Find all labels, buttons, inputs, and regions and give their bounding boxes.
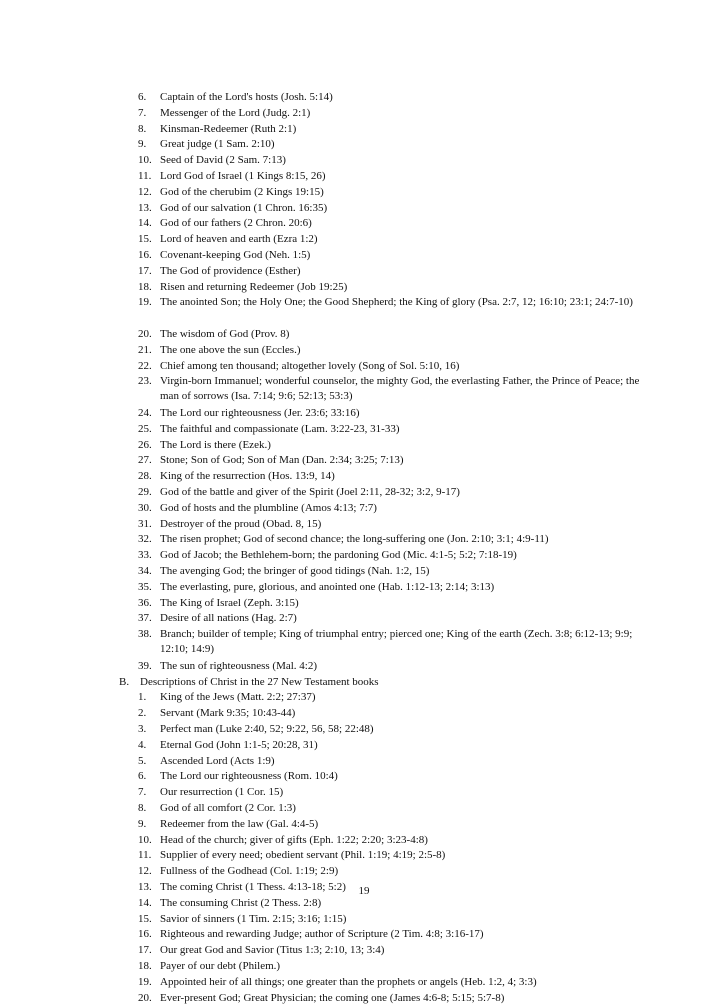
item-text: Virgin-born Immanuel; wonderful counselor, the mighty God, the everlasting Father, the Prince of Peace; the man of sorrows (Isa. 7:14; 9:6; 52:13; 53:3) [160, 375, 640, 402]
item-text: The coming Christ (1 Thess. 4:13-18; 5:2) [160, 881, 346, 893]
item-number: 35. [138, 581, 152, 593]
item-number: 14. [138, 217, 152, 229]
item-text: The anointed Son; the Holy One; the Good Shepherd; the King of glory (Psa. 2:7, 12; 16:10; 23:1; 24:7-10) [160, 296, 633, 308]
item-text: King of the Jews (Matt. 2:2; 27:37) [160, 691, 316, 703]
item-number: 27. [138, 454, 152, 466]
item-text: Branch; builder of temple; King of triumphal entry; pierced one; King of the earth (Zech. 3:8; 6:12-13; 9:9; 12:10; 14:9) [160, 628, 633, 655]
item-number: 36. [138, 597, 152, 609]
item-number: 32. [138, 533, 152, 545]
item-number: 1. [138, 691, 147, 703]
item-number: 24. [138, 407, 152, 419]
item-text: The God of providence (Esther) [160, 265, 301, 277]
item-number: 31. [138, 518, 152, 530]
item-number: 28. [138, 470, 152, 482]
item-text: Fullness of the Godhead (Col. 1:19; 2:9) [160, 865, 339, 877]
item-text: Risen and returning Redeemer (Job 19:25) [160, 281, 348, 293]
item-number: 34. [138, 565, 152, 577]
item-number: 30. [138, 502, 152, 514]
item-text: God of the cherubim (2 Kings 19:15) [160, 186, 324, 198]
item-number: 19. [138, 976, 152, 988]
item-number: 2. [138, 707, 147, 719]
item-text: The Lord our righteousness (Rom. 10:4) [160, 770, 338, 782]
item-text: God of the battle and giver of the Spirit (Joel 2:11, 28-32; 3:2, 9-17) [160, 486, 460, 498]
item-number: 21. [138, 344, 152, 356]
item-number: 11. [138, 849, 152, 861]
item-number: 9. [138, 818, 147, 830]
item-number: 15. [138, 233, 152, 245]
item-text: Chief among ten thousand; altogether lovely (Song of Sol. 5:10, 16) [160, 360, 460, 372]
item-number: 18. [138, 281, 152, 293]
item-text: Seed of David (2 Sam. 7:13) [160, 154, 286, 166]
item-number: 13. [138, 202, 152, 214]
item-text: The Lord our righteousness (Jer. 23:6; 33:16) [160, 407, 360, 419]
item-number: 9. [138, 138, 147, 150]
item-text: Ascended Lord (Acts 1:9) [160, 755, 275, 767]
item-text: Lord of heaven and earth (Ezra 1:2) [160, 233, 318, 245]
item-text: King of the resurrection (Hos. 13:9, 14) [160, 470, 335, 482]
item-text: The Lord is there (Ezek.) [160, 439, 271, 451]
item-text: God of our fathers (2 Chron. 20:6) [160, 217, 312, 229]
item-number: 12. [138, 186, 152, 198]
item-text: Covenant-keeping God (Neh. 1:5) [160, 249, 311, 261]
item-text: Ever-present God; Great Physician; the coming one (James 4:6-8; 5:15; 5:7-8) [160, 992, 505, 1004]
item-number: 3. [138, 723, 147, 735]
item-text: God of Jacob; the Bethlehem-born; the pardoning God (Mic. 4:1-5; 5:2; 7:18-19) [160, 549, 517, 561]
item-number: 39. [138, 660, 152, 672]
item-number: B. [119, 676, 130, 688]
item-number: 19. [138, 296, 152, 308]
item-text: The faithful and compassionate (Lam. 3:22-23, 31-33) [160, 423, 400, 435]
item-text: The avenging God; the bringer of good tidings (Nah. 1:2, 15) [160, 565, 430, 577]
item-text: Head of the church; giver of gifts (Eph. 1:22; 2:20; 3:23-4:8) [160, 834, 428, 846]
item-number: 14. [138, 897, 152, 909]
item-number: 22. [138, 360, 152, 372]
item-text: The everlasting, pure, glorious, and anointed one (Hab. 1:12-13; 2:14; 3:13) [160, 581, 495, 593]
item-number: 10. [138, 834, 152, 846]
item-number: 38. [138, 628, 152, 640]
item-number: 10. [138, 154, 152, 166]
item-text: Redeemer from the law (Gal. 4:4-5) [160, 818, 319, 830]
item-number: 18. [138, 960, 152, 972]
item-text: The risen prophet; God of second chance; the long-suffering one (Jon. 2:10; 3:1; 4:9-11) [160, 533, 549, 545]
item-text: Stone; Son of God; Son of Man (Dan. 2:34; 3:25; 7:13) [160, 454, 404, 466]
item-text: Messenger of the Lord (Judg. 2:1) [160, 107, 311, 119]
item-text: Our resurrection (1 Cor. 15) [160, 786, 284, 798]
item-number: 8. [138, 802, 147, 814]
item-text: God of all comfort (2 Cor. 1:3) [160, 802, 296, 814]
item-number: 5. [138, 755, 147, 767]
item-number: 7. [138, 107, 147, 119]
item-number: 16. [138, 928, 152, 940]
item-number: 7. [138, 786, 147, 798]
item-number: 26. [138, 439, 152, 451]
item-number: 4. [138, 739, 147, 751]
item-number: 13. [138, 881, 152, 893]
item-text: Eternal God (John 1:1-5; 20:28, 31) [160, 739, 318, 751]
item-text: God of our salvation (1 Chron. 16:35) [160, 202, 328, 214]
item-number: 11. [138, 170, 152, 182]
item-number: 25. [138, 423, 152, 435]
item-text: The consuming Christ (2 Thess. 2:8) [160, 897, 322, 909]
item-number: 12. [138, 865, 152, 877]
item-number: 8. [138, 123, 147, 135]
item-text: The one above the sun (Eccles.) [160, 344, 301, 356]
item-number: 16. [138, 249, 152, 261]
item-number: 20. [138, 328, 152, 340]
item-number: 6. [138, 91, 147, 103]
item-text: Kinsman-Redeemer (Ruth 2:1) [160, 123, 297, 135]
item-text: Our great God and Savior (Titus 1:3; 2:10, 13; 3:4) [160, 944, 385, 956]
item-text: Captain of the Lord's hosts (Josh. 5:14) [160, 91, 333, 103]
item-text: Perfect man (Luke 2:40, 52; 9:22, 56, 58; 22:48) [160, 723, 374, 735]
item-text: Savior of sinners (1 Tim. 2:15; 3:16; 1:15) [160, 913, 347, 925]
item-number: 37. [138, 612, 152, 624]
item-text: Servant (Mark 9:35; 10:43-44) [160, 707, 296, 719]
item-number: 20. [138, 992, 152, 1004]
item-text: Payer of our debt (Philem.) [160, 960, 281, 972]
item-number: 6. [138, 770, 147, 782]
item-text: The wisdom of God (Prov. 8) [160, 328, 290, 340]
item-number: 33. [138, 549, 152, 561]
item-number: 23. [138, 375, 152, 387]
item-text: Supplier of every need; obedient servant (Phil. 1:19; 4:19; 2:5-8) [160, 849, 446, 861]
item-text: Lord God of Israel (1 Kings 8:15, 26) [160, 170, 326, 182]
item-text: Descriptions of Christ in the 27 New Testament books [140, 676, 379, 688]
item-text: God of hosts and the plumbline (Amos 4:13; 7:7) [160, 502, 377, 514]
item-text: The King of Israel (Zeph. 3:15) [160, 597, 299, 609]
item-text: The sun of righteousness (Mal. 4:2) [160, 660, 318, 672]
page-number: 19 [358, 885, 370, 897]
item-number: 15. [138, 913, 152, 925]
item-text: Destroyer of the proud (Obad. 8, 15) [160, 518, 322, 530]
item-text: Desire of all nations (Hag. 2:7) [160, 612, 297, 624]
item-number: 17. [138, 265, 152, 277]
item-text: Righteous and rewarding Judge; author of Scripture (2 Tim. 4:8; 3:16-17) [160, 928, 484, 940]
item-text: Great judge (1 Sam. 2:10) [160, 138, 275, 150]
item-text: Appointed heir of all things; one greater than the prophets or angels (Heb. 1:2, 4; 3:3) [160, 976, 537, 988]
item-number: 17. [138, 944, 152, 956]
item-number: 29. [138, 486, 152, 498]
